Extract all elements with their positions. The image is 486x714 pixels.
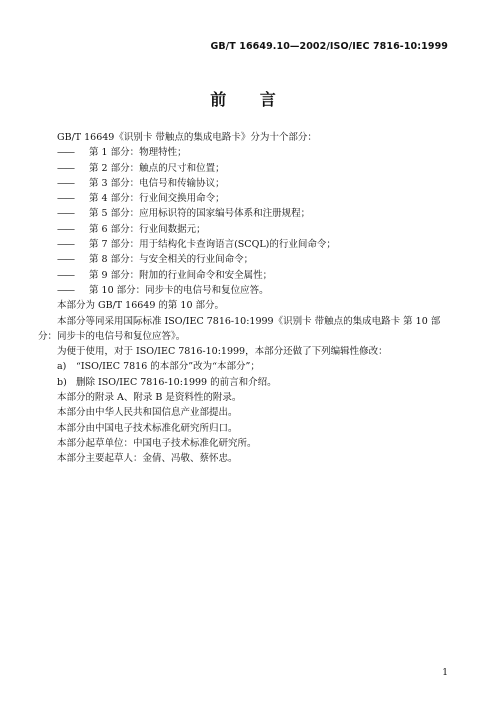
- dash-marker: ——: [57, 193, 74, 205]
- list-item-text: 第 1 部分：物理特性；: [89, 147, 187, 159]
- list-item-text: 删除 ISO/IEC 7816-10:1999 的前言和介绍。: [76, 376, 277, 388]
- list-item: [38, 161, 448, 176]
- list-item-label: a): [57, 361, 67, 373]
- dash-marker: ——: [57, 177, 74, 189]
- list-item-text: 第 2 部分：触点的尺寸和位置；: [89, 162, 225, 174]
- list-item-label: b): [57, 376, 67, 388]
- list-item: [38, 375, 448, 390]
- paragraph-changes-intro: 为便于使用，对于 ISO/IEC 7816-10:1999，本部分还做了下列编辑性修改：: [57, 346, 388, 358]
- list-item: [38, 359, 448, 374]
- list-item: [38, 252, 448, 267]
- list-item: [38, 268, 448, 283]
- dash-marker: ——: [57, 269, 74, 281]
- dash-marker: ——: [57, 254, 74, 266]
- paragraph-centralized-by: 本部分由中国电子技术标准化研究所归口。: [57, 422, 238, 434]
- list-item-text: 第 7 部分：用于结构化卡查询语言(SCQL)的行业间命令；: [89, 239, 336, 251]
- paragraph-drafting-unit: 本部分起草单位：中国电子技术标准化研究所。: [57, 437, 257, 449]
- list-item-text: 第 9 部分：附加的行业间命令和安全属性；: [89, 269, 273, 281]
- list-item-text: 第 3 部分：电信号和传输协议；: [89, 177, 225, 189]
- intro-paragraph: GB/T 16649《识别卡 带触点的集成电路卡》分为十个部分：: [57, 132, 317, 143]
- list-item-text: “ISO/IEC 7816 的本部分”改为“本部分”；: [76, 361, 260, 373]
- list-item-text: 第 10 部分：同步卡的电信号和复位应答。: [89, 284, 269, 296]
- paragraph-equivalence: 本部分等同采用国际标准 ISO/IEC 7816-10:1999《识别卡 带触点的集成电路卡 第 10 部分：同步卡的电信号和复位应答》。: [38, 315, 441, 342]
- dash-marker: ——: [57, 223, 74, 235]
- list-item: [38, 191, 448, 206]
- page-number: 1: [442, 668, 448, 678]
- list-item: [38, 176, 448, 191]
- list-item: [38, 237, 448, 252]
- paragraph-proposed-by: 本部分由中华人民共和国信息产业部提出。: [57, 407, 238, 419]
- dash-marker: ——: [57, 162, 74, 174]
- dash-marker: ——: [57, 284, 74, 296]
- list-item: [38, 145, 448, 160]
- paragraph-drafters: 本部分主要起草人：金倩、冯敬、蔡怀忠。: [57, 453, 238, 465]
- foreword-body: [38, 130, 448, 467]
- list-item-text: 第 5 部分：应用标识符的国家编号体系和注册规程；: [89, 208, 311, 220]
- document-header: GB/T 16649.10—2002/ISO/IEC 7816-10:1999: [210, 41, 448, 52]
- dash-marker: ——: [57, 147, 74, 159]
- list-item-text: 第 8 部分：与安全相关的行业间命令；: [89, 254, 254, 266]
- paragraph-this-part: 本部分为 GB/T 16649 的第 10 部分。: [57, 300, 225, 312]
- paragraph-annex: 本部分的附录 A、附录 B 是资料性的附录。: [57, 392, 242, 404]
- list-item-text: 第 4 部分：行业间交换用命令；: [89, 193, 225, 205]
- list-item: [38, 206, 448, 221]
- list-item-text: 第 6 部分：行业间数据元；: [89, 223, 206, 235]
- list-item: [38, 283, 448, 298]
- dash-marker: ——: [57, 239, 74, 251]
- page-title: 前 言: [210, 90, 290, 109]
- dash-marker: ——: [57, 208, 74, 220]
- list-item: [38, 222, 448, 237]
